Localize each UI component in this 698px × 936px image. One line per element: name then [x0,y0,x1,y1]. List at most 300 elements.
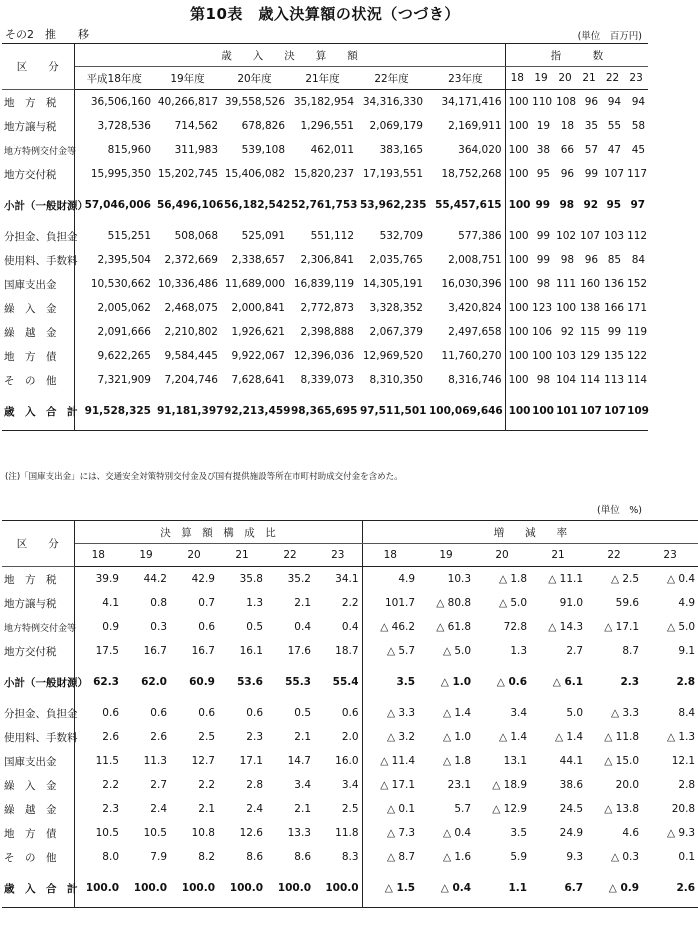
change-rate-cell: 44.1 [559,755,584,767]
table-row [2,749,698,773]
amount-cell: 40,266,817 [157,96,218,108]
table-row [2,114,648,138]
composition-cell: 0.6 [198,707,215,719]
change-rate-cell: △ 3.3 [386,707,416,719]
change-rate-cell: △ 6.1 [552,676,584,688]
composition-cell: 0.6 [314,701,362,725]
composition-cell: 0.6 [150,707,167,719]
index-cell: 55 [607,120,622,132]
composition-cell: 2.2 [198,779,215,791]
index-cell: 100 [556,302,577,314]
amount-cell: 2,035,765 [369,254,423,266]
change-rate-cell: 3.4 [510,707,528,719]
composition-cell: 2.1 [294,803,311,815]
index-cell: 100 [508,302,529,314]
change-rate-cell: 1.1 [508,882,528,894]
row-label: 歳 入 合 計 [2,869,74,908]
index-cell: 138 [580,302,601,314]
header-kubun: 区 分 [2,521,74,567]
composition-cell: 0.4 [314,615,362,639]
composition-cell: 11.8 [314,821,362,845]
index-cell: 107 [580,230,601,242]
row-label: 国庫支出金 [2,272,74,296]
amount-cell: 2,091,666 [97,326,151,338]
composition-cell: 11.5 [95,755,119,767]
change-rate-cell: 24.9 [559,827,584,839]
amount-cell: 7,204,746 [164,374,218,386]
change-rate-cell: △ 5.7 [386,645,416,657]
amount-cell: 8,316,746 [426,368,505,392]
composition-cell: 8.6 [246,851,263,863]
change-rate-cell: 91.0 [559,597,584,609]
table-row [2,186,648,224]
change-rate-cell: △ 1.4 [442,707,472,719]
header-index: 指 数 [505,44,648,67]
composition-cell: 16.7 [191,645,215,657]
composition-cell: 55.4 [314,663,362,701]
rate-year-header: 23 [642,544,698,567]
change-rate-cell: △ 1.8 [442,755,472,767]
change-rate-cell: 2.8 [676,676,696,688]
composition-cell: 42.9 [191,573,215,585]
composition-cell: 39.9 [95,573,119,585]
composition-cell: 17.6 [287,645,311,657]
row-label: 地方交付税 [2,639,74,663]
change-rate-cell: △ 0.4 [440,882,472,894]
composition-cell: 100.0 [277,882,311,894]
index-year-header: 22 [601,67,624,90]
table-row [2,663,698,701]
composition-cell: 2.1 [294,731,311,743]
change-rate-cell: △ 1.0 [442,731,472,743]
composition-cell: 35.2 [287,573,311,585]
row-label: 使用料、手数料 [2,725,74,749]
amount-cell: 8,310,350 [369,374,423,386]
amount-cell: 11,689,000 [224,278,285,290]
row-label: 小計（一般財源） [2,186,74,224]
index-cell: 99 [535,199,551,211]
rate-year-header: 20 [474,544,530,567]
composition-cell: 100.0 [181,882,215,894]
composition-cell: 8.2 [198,851,215,863]
change-rate-cell: 5.0 [566,707,584,719]
amount-cell: 364,020 [426,138,505,162]
change-rate-cell: 3.5 [396,676,416,688]
table-row [2,344,648,368]
year-header: 23年度 [426,67,505,90]
amount-cell: 98,365,695 [291,405,358,417]
change-rate-cell: 4.9 [398,573,416,585]
index-cell: 92 [583,199,599,211]
composition-cell: 0.3 [150,621,167,633]
change-rate-cell: 24.5 [559,803,584,815]
amount-cell: 35,182,954 [293,96,354,108]
composition-cell: 100.0 [229,882,263,894]
change-rate-cell: △ 0.6 [496,676,528,688]
table-row [2,725,698,749]
amount-cell: 12,969,520 [362,350,423,362]
composition-cell: 62.0 [141,676,167,688]
row-label: 地方譲与税 [2,114,74,138]
index-cell: 97 [630,199,646,211]
composition-cell: 8.6 [294,851,311,863]
amount-cell: 508,068 [174,230,218,242]
composition-cell: 2.1 [198,803,215,815]
rate-year-header: 22 [586,544,642,567]
index-cell: 98 [536,278,551,290]
change-rate-cell: △ 1.4 [554,731,584,743]
amount-cell: 2,468,075 [164,302,218,314]
amount-cell: 714,562 [174,120,218,132]
index-cell: 103 [556,350,577,362]
page-title: 第10表 歳入決算額の状況（つづき） [190,5,460,23]
change-rate-cell: △ 5.0 [498,597,528,609]
amount-cell: 11,760,270 [426,344,505,368]
year-header: 平成18年度 [74,67,154,90]
comp-year-header: 19 [122,544,170,567]
index-cell: 136 [604,278,625,290]
composition-cell: 17.5 [95,645,119,657]
index-cell: 100 [508,254,529,266]
amount-cell: 815,960 [107,144,151,156]
amount-cell: 8,339,073 [300,374,354,386]
change-rate-cell: 2.8 [678,779,696,791]
composition-cell: 34.1 [314,567,362,592]
amount-cell: 2,000,841 [231,302,285,314]
index-cell: 152 [627,278,648,290]
index-year-header: 18 [505,67,529,90]
amount-cell: 2,395,504 [97,254,151,266]
composition-cell: 3.4 [294,779,311,791]
change-rate-cell: △ 0.1 [386,803,416,815]
composition-cell: 0.5 [246,621,263,633]
amount-cell: 16,030,396 [426,272,505,296]
index-cell: 107 [604,405,626,417]
index-year-header: 20 [553,67,577,90]
index-cell: 94 [607,96,622,108]
composition-cell: 2.8 [246,779,263,791]
table-row [2,869,698,908]
amount-cell: 311,983 [174,144,218,156]
change-rate-cell: 6.7 [564,882,584,894]
amount-cell: 383,165 [379,144,423,156]
change-rate-cell: △ 5.0 [666,621,696,633]
change-rate-cell: △ 11.8 [604,731,640,743]
header-settlement-amount: 歳 入 決 算 額 [74,44,505,67]
year-header: 21年度 [288,67,357,90]
comp-year-header: 21 [218,544,266,567]
composition-cell: 2.1 [294,597,311,609]
amount-cell: 92,213,459 [224,405,291,417]
rate-year-header: 21 [530,544,586,567]
row-label: 地方交付税 [2,162,74,186]
index-cell: 171 [627,302,648,314]
index-cell: 112 [627,230,648,242]
table-row [2,296,648,320]
index-cell: 135 [604,350,625,362]
amount-cell: 9,922,067 [231,350,285,362]
amount-cell: 55,457,615 [426,186,505,224]
composition-cell: 100.0 [133,882,167,894]
index-cell: 99 [584,168,599,180]
composition-cell: 100.0 [85,882,119,894]
index-cell: 99 [536,254,551,266]
composition-cell: 35.8 [239,573,263,585]
amount-cell: 2,372,669 [164,254,218,266]
index-cell: 104 [556,374,577,386]
composition-cell: 11.3 [143,755,167,767]
index-cell: 100 [508,168,529,180]
amount-cell: 34,171,416 [426,90,505,115]
index-cell: 108 [556,96,577,108]
table-row [2,272,648,296]
section-subtitle: その2 推 移 [5,28,89,41]
composition-cell: 16.7 [143,645,167,657]
index-cell: 100 [532,405,554,417]
unit-label-million-yen: (単位 百万円) [577,31,642,42]
index-cell: 100 [508,374,529,386]
index-cell: 19 [536,120,551,132]
index-cell: 102 [556,230,577,242]
change-rate-cell: 20.8 [671,803,696,815]
index-year-header: 19 [529,67,553,90]
row-label: 地 方 債 [2,344,74,368]
index-cell: 111 [556,278,577,290]
composition-cell: 8.0 [102,851,119,863]
index-year-header: 21 [577,67,601,90]
comp-year-header: 22 [266,544,314,567]
index-cell: 113 [604,374,625,386]
row-label: 分担金、負担金 [2,224,74,248]
row-label: 地方特例交付金等 [2,615,74,639]
amount-cell: 15,202,745 [157,168,218,180]
amount-cell: 14,305,191 [362,278,423,290]
amount-cell: 1,296,551 [300,120,354,132]
amount-cell: 3,728,536 [97,120,151,132]
row-label: 地方特例交付金等 [2,138,74,162]
amount-cell: 97,511,501 [360,405,427,417]
index-cell: 166 [604,302,625,314]
change-rate-cell: △ 17.1 [380,779,416,791]
amount-cell: 2,306,841 [300,254,354,266]
change-rate-cell: △ 11.4 [380,755,416,767]
change-rate-cell: △ 1.5 [384,882,416,894]
amount-cell: 57,046,006 [84,199,151,211]
index-cell: 47 [607,144,622,156]
index-cell: 18 [560,120,575,132]
index-cell: 122 [627,350,648,362]
amount-cell: 9,584,445 [164,350,218,362]
amount-cell: 2,772,873 [300,302,354,314]
change-rate-cell: △ 1.6 [442,851,472,863]
index-cell: 100 [508,350,529,362]
change-rate-cell: △ 9.3 [666,827,696,839]
table-row [2,845,698,869]
table-row [2,821,698,845]
amount-cell: 3,328,352 [369,302,423,314]
index-cell: 106 [532,326,553,338]
row-label: 国庫支出金 [2,749,74,773]
composition-cell: 14.7 [287,755,311,767]
composition-cell: 1.3 [246,597,263,609]
amount-cell: 3,420,824 [426,296,505,320]
composition-cell: 2.2 [314,591,362,615]
index-cell: 100 [508,326,529,338]
change-rate-cell: 2.3 [620,676,640,688]
amount-cell: 34,316,330 [362,96,423,108]
table-row [2,639,698,663]
amount-cell: 56,496,106 [157,199,224,211]
row-label: 地 方 債 [2,821,74,845]
amount-cell: 15,406,082 [224,168,285,180]
row-label: 地 方 税 [2,90,74,115]
change-rate-cell: 20.0 [615,779,640,791]
composition-cell: 2.0 [314,725,362,749]
amount-cell: 91,528,325 [84,405,151,417]
year-header: 20年度 [221,67,288,90]
table-row [2,701,698,725]
table-row [2,162,648,186]
composition-cell: 18.7 [314,639,362,663]
composition-cell: 13.3 [287,827,311,839]
change-rate-cell: 59.6 [615,597,640,609]
settlement-table [2,43,648,431]
amount-cell: 2,210,802 [164,326,218,338]
amount-cell: 2,497,658 [426,320,505,344]
composition-cell: 100.0 [314,869,362,908]
change-rate-cell: 0.1 [678,851,696,863]
index-cell: 107 [580,405,602,417]
change-rate-cell: △ 46.2 [380,621,416,633]
change-rate-cell: 4.6 [622,827,640,839]
composition-cell: 2.6 [102,731,119,743]
change-rate-cell: △ 14.3 [548,621,584,633]
change-rate-cell: 1.3 [510,645,528,657]
change-rate-cell: △ 3.3 [610,707,640,719]
composition-cell: 7.9 [150,851,167,863]
rate-year-header: 19 [418,544,474,567]
row-label: そ の 他 [2,845,74,869]
composition-cell: 10.8 [191,827,215,839]
change-rate-cell: △ 15.0 [604,755,640,767]
composition-cell: 16.0 [314,749,362,773]
composition-cell: 60.9 [189,676,215,688]
header-composition-ratio: 決 算 額 構 成 比 [74,521,362,544]
index-cell: 119 [627,326,648,338]
table-row [2,797,698,821]
amount-cell: 539,108 [241,144,285,156]
composition-cell: 0.5 [294,707,311,719]
row-label: 繰 入 金 [2,773,74,797]
composition-cell: 0.6 [246,707,263,719]
composition-cell: 10.5 [143,827,167,839]
composition-cell: 2.7 [150,779,167,791]
change-rate-cell: △ 3.2 [386,731,416,743]
change-rate-cell: △ 2.5 [610,573,640,585]
header-kubun: 区 分 [2,44,74,90]
table-row [2,248,648,272]
amount-cell: 532,709 [379,230,423,242]
composition-cell: 0.8 [150,597,167,609]
index-cell: 109 [627,405,649,417]
composition-cell: 62.3 [93,676,119,688]
header-change-rate: 増 減 率 [362,521,698,544]
change-rate-cell: △ 11.1 [548,573,584,585]
change-rate-cell: △ 1.0 [440,676,472,688]
change-rate-cell: 38.6 [559,779,584,791]
change-rate-cell: 2.7 [566,645,584,657]
table-row [2,90,648,115]
index-cell: 57 [584,144,599,156]
row-label: 歳 入 合 計 [2,392,74,431]
composition-cell: 2.3 [102,803,119,815]
index-cell: 84 [631,254,646,266]
amount-cell: 52,761,753 [291,199,358,211]
composition-cell: 0.9 [102,621,119,633]
amount-cell: 577,386 [426,224,505,248]
change-rate-cell: △ 7.3 [386,827,416,839]
composition-cell: 8.3 [314,845,362,869]
index-cell: 129 [580,350,601,362]
index-cell: 100 [508,230,529,242]
change-rate-cell: △ 5.0 [442,645,472,657]
index-cell: 100 [508,96,529,108]
amount-cell: 16,839,119 [293,278,354,290]
amount-cell: 15,820,237 [293,168,354,180]
index-cell: 94 [631,96,646,108]
change-rate-cell: △ 0.4 [442,827,472,839]
index-cell: 66 [560,144,575,156]
composition-cell: 0.6 [102,707,119,719]
index-cell: 114 [627,374,648,386]
comp-year-header: 23 [314,544,362,567]
change-rate-cell: △ 61.8 [436,621,472,633]
row-label: 地方譲与税 [2,591,74,615]
index-cell: 123 [532,302,553,314]
row-label: 繰 入 金 [2,296,74,320]
amount-cell: 2,338,657 [231,254,285,266]
change-rate-cell: △ 1.4 [498,731,528,743]
index-cell: 45 [631,144,646,156]
change-rate-cell: 72.8 [503,621,528,633]
change-rate-cell: 8.4 [678,707,696,719]
composition-cell: 53.6 [237,676,263,688]
index-cell: 99 [536,230,551,242]
composition-cell: 0.7 [198,597,215,609]
table-row [2,224,648,248]
amount-cell: 1,926,621 [231,326,285,338]
amount-cell: 91,181,397 [157,405,224,417]
composition-cell: 2.3 [246,731,263,743]
change-rate-cell: △ 0.4 [666,573,696,585]
index-cell: 96 [584,96,599,108]
table-row [2,615,698,639]
change-rate-cell: △ 12.9 [492,803,528,815]
row-label: 分担金、負担金 [2,701,74,725]
amount-cell: 53,962,235 [360,199,427,211]
amount-cell: 10,336,486 [157,278,218,290]
comp-year-header: 18 [74,544,122,567]
row-label: 小計（一般財源） [2,663,74,701]
index-year-header: 23 [624,67,648,90]
index-cell: 100 [508,278,529,290]
index-cell: 38 [536,144,551,156]
table-row [2,138,648,162]
table-row [2,567,698,592]
index-cell: 99 [607,326,622,338]
table-row [2,320,648,344]
amount-cell: 2,069,179 [369,120,423,132]
